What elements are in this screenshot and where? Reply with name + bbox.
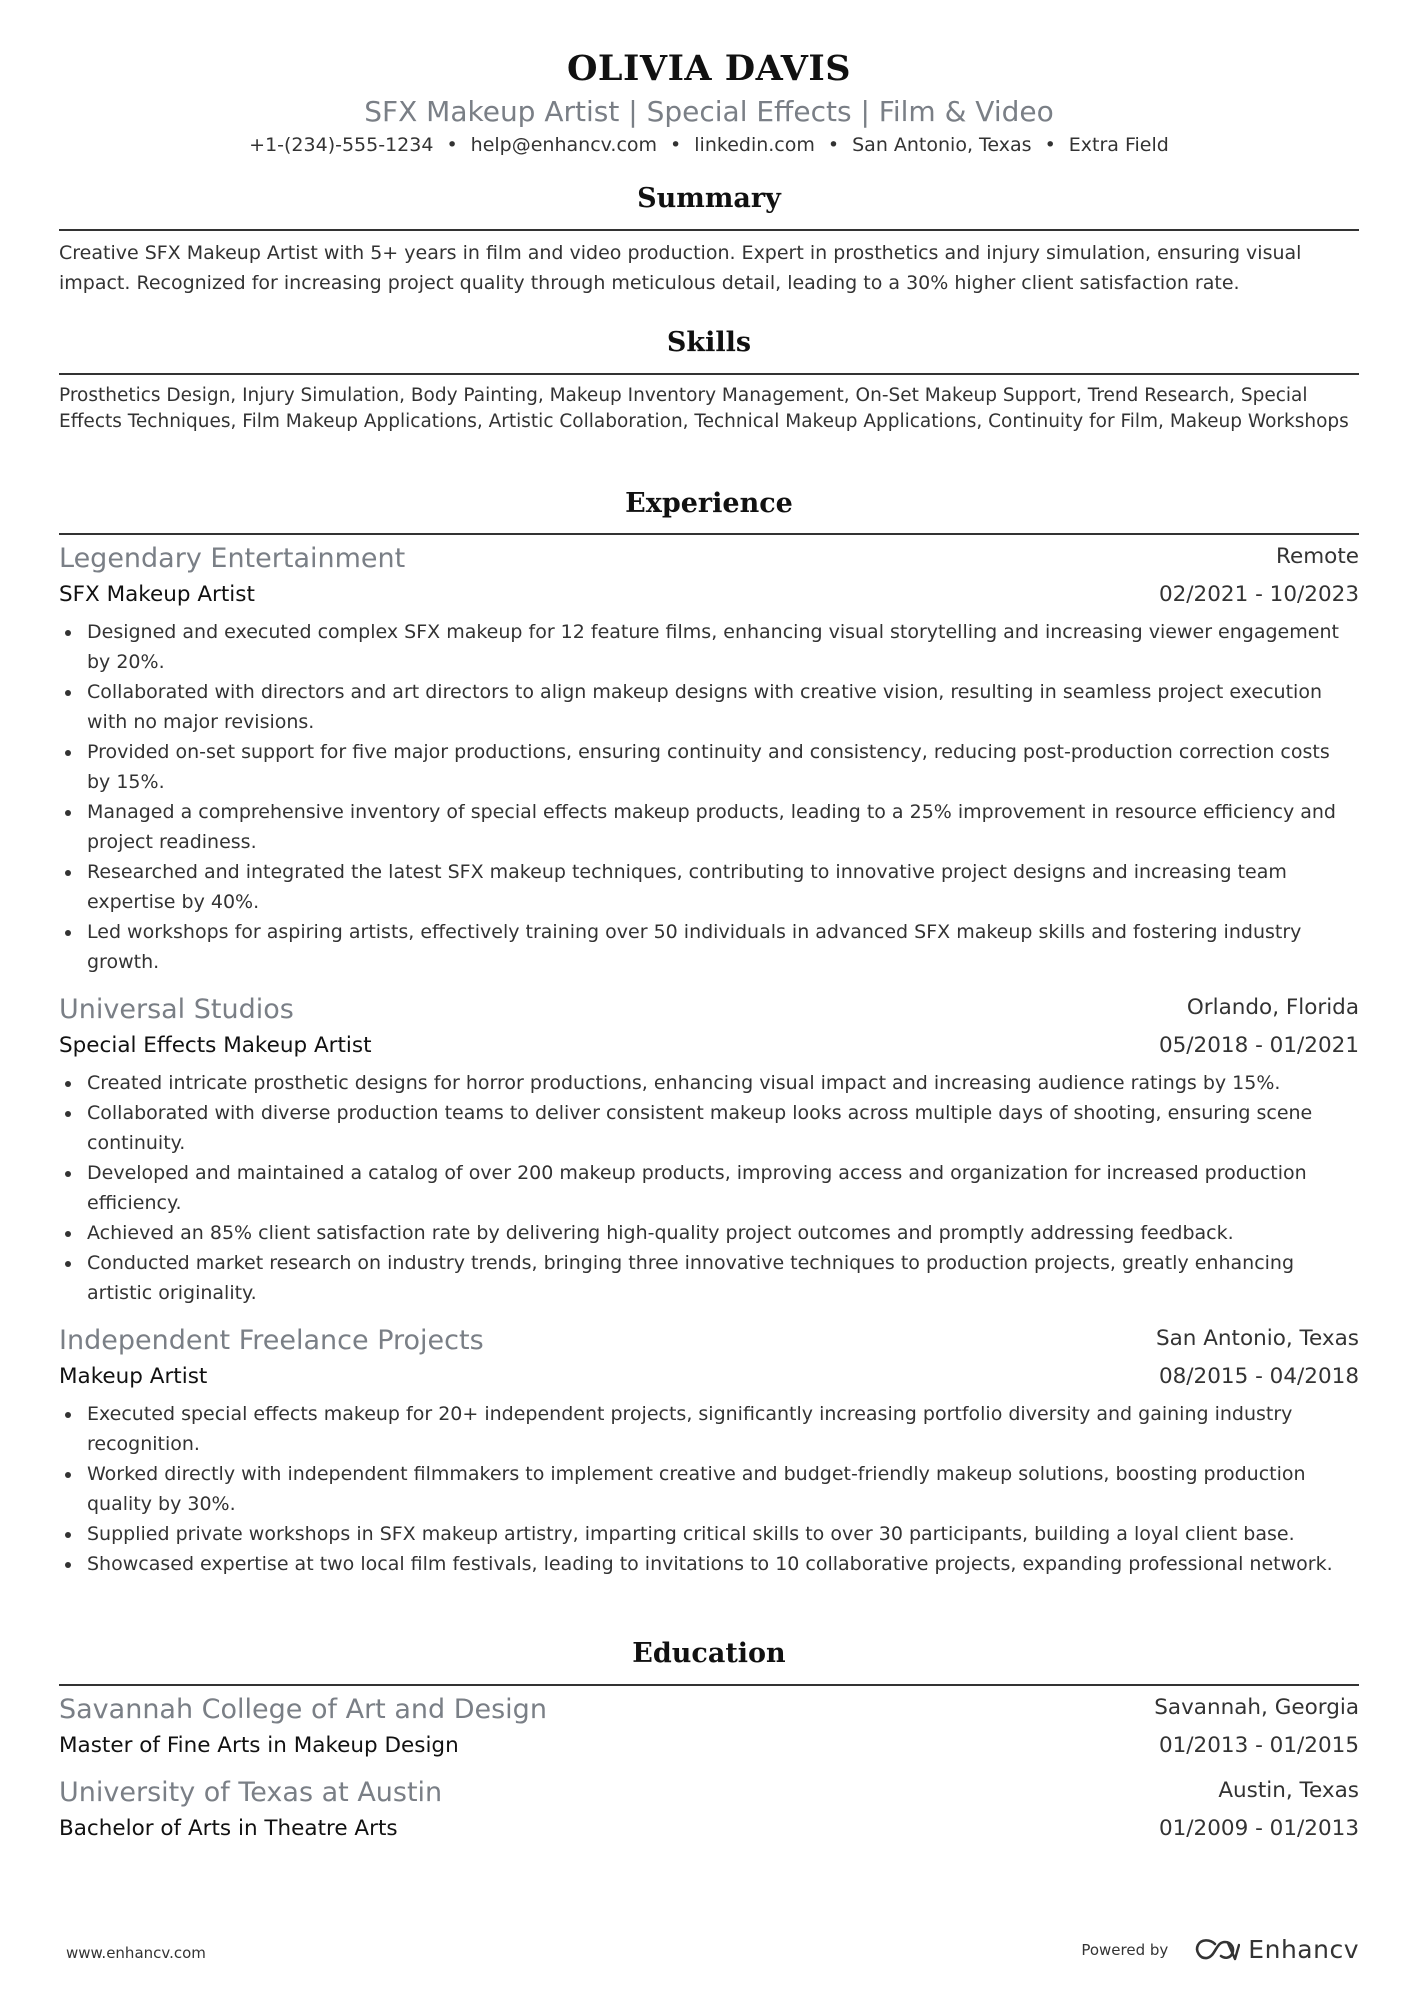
school-location: Savannah, Georgia (1154, 1695, 1359, 1720)
summary-text: Creative SFX Makeup Artist with 5+ years in film and video production. Expert in prosthetics and injury simulation, ensuring visual impact. Recognized for increasing project quality through meticulous detail, leading to a 30% higher client satisfaction rate. (59, 242, 1302, 294)
school-location: Austin, Texas (1218, 1778, 1359, 1803)
company-name: Universal Studios (59, 994, 294, 1025)
job-bullets (59, 617, 1359, 977)
list-item: Achieved an 85% client satisfaction rate by delivering high-quality project outcomes and promptly addressing feedback. (59, 1218, 1359, 1248)
skills-heading: Skills (666, 327, 752, 358)
section-divider (59, 373, 1359, 375)
company-name: Legendary Entertainment (59, 543, 406, 574)
degree: Bachelor of Arts in Theatre Arts (59, 1816, 398, 1841)
list-item: Supplied private workshops in SFX makeup artistry, imparting critical skills to over 30 participants, building a loyal client base. (59, 1519, 1359, 1549)
phone: +1-(234)-555-1234 (249, 134, 434, 156)
contact-line (59, 134, 1359, 156)
list-item: Designed and executed complex SFX makeup for 12 feature films, enhancing visual storytelling and increasing viewer engagement by 20%. (59, 617, 1359, 677)
list-item: Created intricate prosthetic designs for horror productions, enhancing visual impact and increasing audience ratings by 15%. (59, 1068, 1359, 1098)
candidate-name: OLIVIA DAVIS (566, 48, 852, 89)
skills-text: Prosthetics Design, Injury Simulation, Body Painting, Makeup Inventory Management, On-Set Makeup Support, Trend Research, Special Effects Techniques, Film Makeup Applications, Artistic Collaboration, Technical Makeup Applications, Continuity for Film, Makeup Workshops (59, 385, 1349, 432)
education-dates: 01/2013 - 01/2015 (1158, 1733, 1359, 1758)
list-item: Managed a comprehensive inventory of special effects makeup products, leading to a 25% improvement in resource efficiency and project readiness. (59, 797, 1359, 857)
list-item: Executed special effects makeup for 20+ independent projects, significantly increasing portfolio diversity and gaining industry recognition. (59, 1399, 1359, 1459)
job-dates: 08/2015 - 04/2018 (1158, 1364, 1359, 1389)
list-item: Collaborated with diverse production teams to deliver consistent makeup looks across multiple days of shooting, ensuring scene continuity. (59, 1098, 1359, 1158)
website-link[interactable]: www.enhancv.com (66, 1944, 206, 1962)
list-item: Developed and maintained a catalog of over 200 makeup products, improving access and organization for increased production efficiency. (59, 1158, 1359, 1218)
bullet-separator: • (1044, 134, 1056, 156)
education-dates: 01/2009 - 01/2013 (1158, 1816, 1359, 1841)
job-dates: 02/2021 - 10/2023 (1158, 582, 1359, 607)
enhancv-brand-name: Enhancv (1248, 1935, 1359, 1964)
job-bullets (59, 1068, 1359, 1308)
school-name: Savannah College of Art and Design (59, 1694, 547, 1725)
section-divider (59, 229, 1359, 231)
job-bullets (59, 1399, 1359, 1579)
list-item: Showcased expertise at two local film festivals, leading to invitations to 10 collaborative projects, expanding professional network. (59, 1549, 1359, 1579)
job-title: SFX Makeup Artist (59, 582, 255, 607)
bullet-separator: • (446, 134, 458, 156)
powered-by-badge[interactable] (1081, 1935, 1359, 1964)
list-item: Led workshops for aspiring artists, effectively training over 50 individuals in advanced SFX makeup skills and fostering industry growth. (59, 917, 1359, 977)
list-item: Provided on-set support for five major productions, ensuring continuity and consistency, reducing post-production correction costs by 15%. (59, 737, 1359, 797)
list-item: Researched and integrated the latest SFX makeup techniques, contributing to innovative project designs and increasing team expertise by 40%. (59, 857, 1359, 917)
job-location: San Antonio, Texas (1155, 1326, 1359, 1351)
summary-heading: Summary (637, 183, 781, 214)
linkedin-link[interactable]: linkedin.com (694, 134, 815, 156)
section-divider (59, 533, 1359, 535)
list-item: Worked directly with independent filmmakers to implement creative and budget-friendly makeup solutions, boosting production quality by 30%. (59, 1459, 1359, 1519)
section-divider (59, 1684, 1359, 1686)
experience-heading: Experience (625, 488, 793, 519)
education-heading: Education (632, 1638, 786, 1669)
job-location: Orlando, Florida (1186, 995, 1359, 1020)
company-name: Independent Freelance Projects (59, 1325, 484, 1356)
bullet-separator: • (827, 134, 840, 156)
list-item: Collaborated with directors and art directors to align makeup designs with creative vision, resulting in seamless project execution with no major revisions. (59, 677, 1359, 737)
enhancv-logo-icon (1194, 1937, 1240, 1963)
powered-by-label: Powered by (1081, 1940, 1169, 1959)
extra-field: Extra Field (1068, 134, 1169, 156)
list-item: Conducted market research on industry trends, bringing three innovative techniques to production projects, greatly enhancing artistic originality. (59, 1248, 1359, 1308)
candidate-headline: SFX Makeup Artist | Special Effects | Film & Video (364, 95, 1054, 128)
location: San Antonio, Texas (852, 134, 1032, 156)
email-link[interactable]: help@enhancv.com (470, 134, 658, 156)
job-dates: 05/2018 - 01/2021 (1158, 1033, 1359, 1058)
job-title: Makeup Artist (59, 1364, 208, 1389)
job-title: Special Effects Makeup Artist (59, 1033, 372, 1058)
bullet-separator: • (670, 134, 682, 156)
school-name: University of Texas at Austin (59, 1777, 443, 1808)
job-location: Remote (1276, 544, 1359, 569)
degree: Master of Fine Arts in Makeup Design (59, 1733, 459, 1758)
